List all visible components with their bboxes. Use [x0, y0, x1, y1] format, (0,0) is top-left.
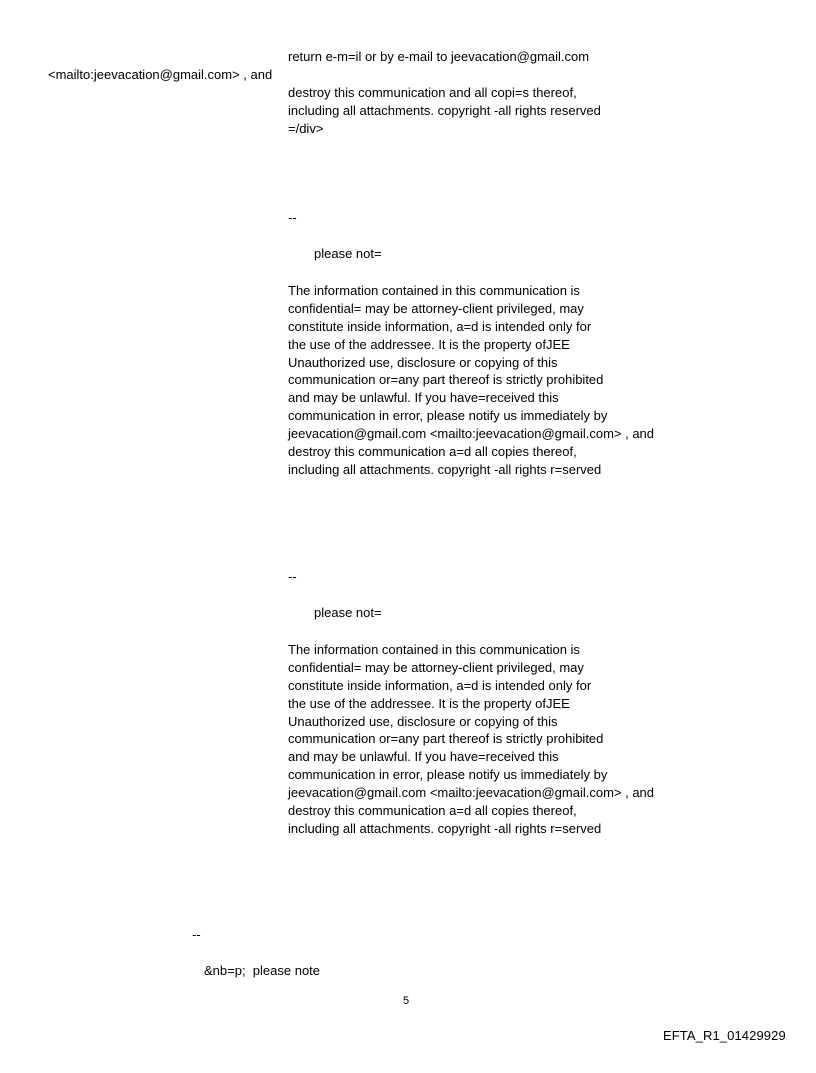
separator-1: --	[288, 210, 297, 225]
disclaimer-paragraph-2	[288, 641, 654, 838]
text-line: including all attachments. copyright -all rights r=served	[288, 820, 602, 836]
text-line: confidential= may be attorney-client privileged, may	[288, 300, 584, 316]
document-id: EFTA_R1_01429929	[663, 1028, 786, 1043]
text-line: destroy this communication and all copi=s thereof,	[288, 85, 577, 100]
text-line: including all attachments. copyright -all rights reserved	[288, 102, 601, 118]
text-line: The information contained in this communication is	[288, 283, 580, 298]
tail-note: &nb=p; please note	[204, 963, 321, 978]
text-line: the use of the addressee. It is the property ofJEE	[288, 695, 570, 711]
text-line: confidential= may be attorney-client privileged, may	[288, 659, 584, 675]
text-line: Unauthorized use, disclosure or copying of this	[288, 713, 558, 729]
disclaimer-heading-2: please not=	[314, 605, 382, 620]
text-line: jeevacation@gmail.com <mailto:jeevacation@gmail.com> , and	[288, 426, 655, 442]
text-line: constitute inside information, a=d is intended only for	[288, 677, 592, 693]
text-line: =/div>	[288, 120, 324, 136]
text-line: communication in error, please notify us immediately by	[288, 408, 608, 424]
disclaimer-paragraph-1	[288, 282, 654, 479]
text-line: destroy this communication a=d all copies thereof,	[288, 803, 577, 819]
text-line: and may be unlawful. If you have=received this	[288, 390, 559, 406]
text-line: communication or=any part thereof is strictly prohibited	[288, 372, 604, 388]
text-line: communication or=any part thereof is strictly prohibited	[288, 731, 604, 747]
page-number: 5	[403, 995, 410, 1007]
text-line: jeevacation@gmail.com <mailto:jeevacation@gmail.com> , and	[288, 785, 655, 801]
separator-3: --	[192, 927, 201, 942]
text-line: and may be unlawful. If you have=received this	[288, 749, 559, 765]
text-line: including all attachments. copyright -all rights r=served	[288, 461, 602, 477]
top-return-line: return e-m=il or by e-mail to jeevacation@gmail.com	[288, 49, 590, 64]
text-line: The information contained in this communication is	[288, 642, 580, 657]
separator-2: --	[288, 569, 297, 584]
top-disclaimer-tail	[288, 84, 601, 138]
top-mailto-line: <mailto:jeevacation@gmail.com> , and	[48, 67, 273, 82]
text-line: communication in error, please notify us immediately by	[288, 767, 608, 783]
text-line: destroy this communication a=d all copies thereof,	[288, 444, 577, 460]
text-line: constitute inside information, a=d is intended only for	[288, 318, 592, 334]
disclaimer-heading-1: please not=	[314, 246, 382, 261]
text-line: Unauthorized use, disclosure or copying of this	[288, 354, 558, 370]
text-line: the use of the addressee. It is the property ofJEE	[288, 336, 570, 352]
